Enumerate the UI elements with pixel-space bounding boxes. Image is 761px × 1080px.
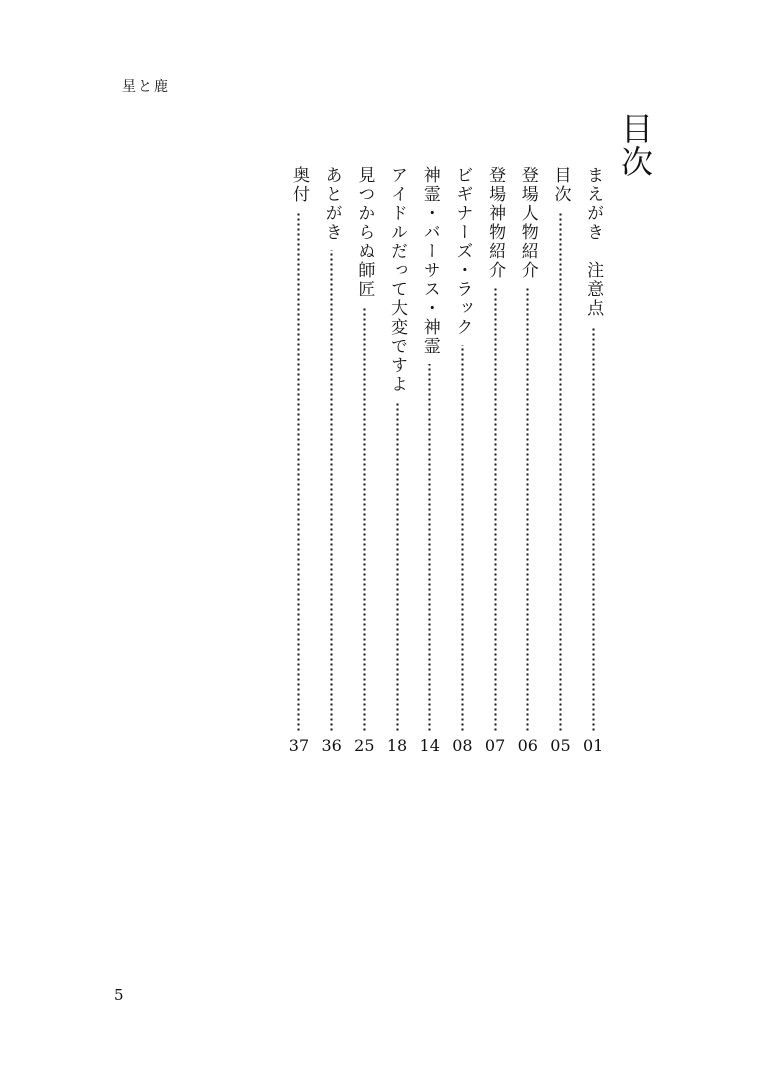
toc-entry (349, 166, 381, 756)
toc-entry-title: 見つからぬ師匠 (354, 166, 375, 299)
dot-leader (363, 307, 366, 732)
toc-entry (316, 166, 348, 756)
toc-entry-title: あとがき (321, 166, 342, 242)
dot-leader (526, 288, 529, 732)
dot-leader (494, 288, 497, 732)
toc-entry-page: 06 (517, 736, 538, 755)
toc-entry-page: 37 (288, 736, 310, 755)
page-title: 目次 (616, 112, 654, 178)
page-number: 5 (114, 986, 124, 1004)
toc-entry-title: ビギナーズ・ラック (452, 166, 473, 337)
toc-entry-page: 25 (354, 736, 375, 755)
dot-leader (428, 364, 431, 732)
toc-entry-title: 奥付 (288, 166, 309, 204)
toc-entry-page: 14 (419, 736, 440, 755)
toc-entry-page: 08 (452, 736, 473, 755)
toc-entry-page: 01 (582, 736, 604, 755)
toc-entry-page: 05 (550, 736, 571, 755)
toc-entry (381, 166, 413, 756)
toc-entry (512, 166, 544, 756)
toc-entry-page: 36 (321, 736, 342, 755)
toc-entry-title: 目次 (550, 166, 571, 204)
toc-entry-title: 登場神物紹介 (485, 166, 506, 280)
dot-leader (396, 402, 399, 732)
dot-leader (559, 212, 562, 732)
toc-entry-page: 07 (484, 736, 506, 755)
toc-list (283, 166, 609, 756)
toc-entry (577, 166, 609, 756)
toc-entry-page: 18 (386, 736, 408, 755)
toc-entry-title: まえがき 注意点 (583, 166, 604, 318)
running-head: 星と鹿 (122, 79, 170, 95)
toc-entry (283, 166, 315, 756)
toc-entry-title: 登場人物紹介 (517, 166, 538, 280)
toc-entry (414, 166, 446, 756)
toc-entry (545, 166, 577, 756)
dot-leader (330, 250, 333, 732)
toc-entry-title: 神霊・バーサス・神霊 (419, 166, 440, 356)
dot-leader (297, 212, 300, 732)
toc-entry-title: アイドルだって大変ですよ (387, 166, 408, 394)
toc-entry (447, 166, 479, 756)
toc-entry (479, 166, 511, 756)
dot-leader (592, 326, 595, 732)
dot-leader (461, 345, 464, 732)
